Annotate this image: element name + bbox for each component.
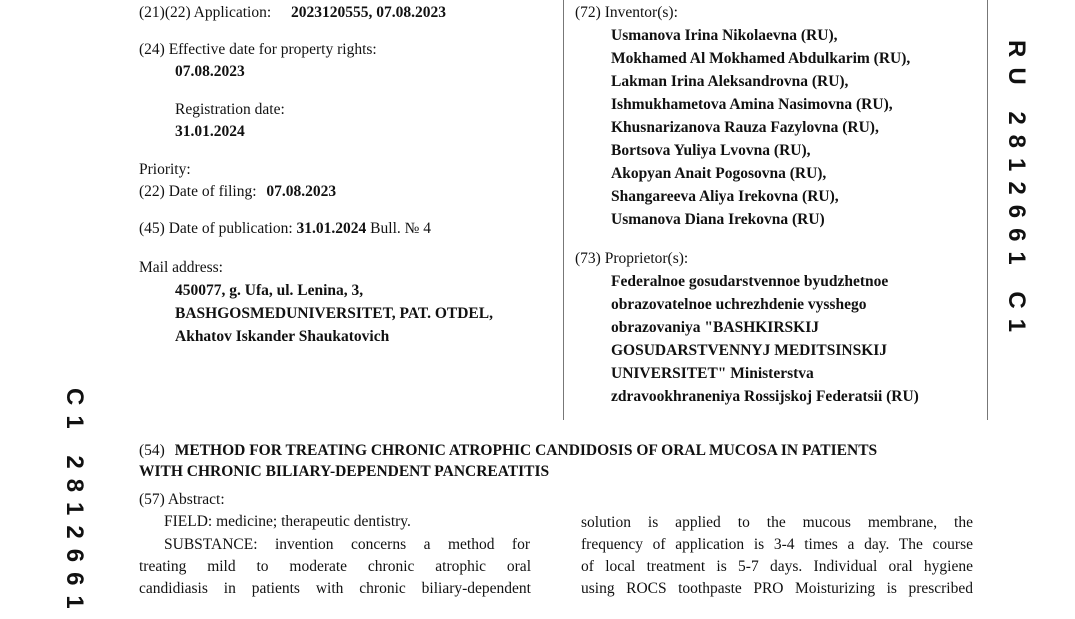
application-label: (21)(22) Application: [139, 4, 272, 21]
publication-row [139, 219, 431, 239]
publication-label: (45) Date of publication: [139, 220, 293, 237]
proprietor-line: obrazovaniya "BASHKIRSKIJ [611, 319, 819, 336]
inventor-name: Akopyan Anait Pogosovna (RU), [611, 165, 827, 182]
title-line-1: METHOD FOR TREATING CHRONIC ATROPHIC CANDIDOSIS OF ORAL MUCOSA IN PATIENTS [174, 442, 878, 459]
proprietor-line: obrazovatelnoe uchrezhdenie vysshego [611, 296, 867, 313]
inventor-name: Usmanova Irina Nikolaevna (RU), [611, 27, 838, 44]
publication-bull: Bull. № 4 [370, 220, 432, 237]
patent-number-vertical-left: C1 2812661 [61, 388, 88, 619]
priority-label: Priority: [139, 161, 191, 178]
application-row [139, 3, 446, 23]
proprietor-line: GOSUDARSTVENNYJ MEDITSINSKIJ [611, 342, 888, 359]
proprietor-line: Federalnoe gosudarstvennoe byudzhetnoe [611, 273, 889, 290]
mail-address-line: BASHGOSMEDUNIVERSITET, PAT. OTDEL, [175, 305, 493, 322]
right-frame-line [987, 0, 988, 420]
inventor-name: Ishmukhametova Amina Nasimovna (RU), [611, 96, 893, 113]
inventor-name: Bortsova Yuliya Lvovna (RU), [611, 142, 811, 159]
abstract-label: (57) Abstract: [139, 491, 225, 508]
filing-label: (22) Date of filing: [139, 183, 257, 200]
registration-date-value: 31.01.2024 [175, 123, 245, 140]
application-value: 2023120555, 07.08.2023 [291, 4, 447, 21]
proprietor-line: zdravookhraneniya Rossijskoj Federatsii (RU) [611, 388, 919, 405]
abstract-left-line: FIELD: medicine; therapeutic dentistry. [164, 513, 411, 530]
abstract-left-line: candidiasis in patients with chronic biliary-dependent [139, 580, 531, 597]
mail-address-line: Akhatov Iskander Shaukatovich [175, 328, 390, 345]
filing-row [139, 182, 336, 202]
abstract-right-line: frequency of application is 3-4 times a day. The course [581, 536, 973, 553]
title-number: (54) [139, 442, 165, 459]
title-line-2: WITH CHRONIC BILIARY-DEPENDENT PANCREATITIS [139, 463, 550, 480]
filing-value: 07.08.2023 [266, 183, 337, 200]
inventor-name: Shangareeva Aliya Irekovna (RU), [611, 188, 839, 205]
inventor-name: Lakman Irina Aleksandrovna (RU), [611, 73, 849, 90]
inventors-label: (72) Inventor(s): [575, 4, 678, 21]
proprietor-line: UNIVERSITET" Ministerstva [611, 365, 814, 382]
abstract-right-line: using ROCS toothpaste PRO Moisturizing is prescribed [581, 580, 973, 597]
proprietor-label: (73) Proprietor(s): [575, 250, 689, 267]
column-divider [563, 0, 564, 420]
registration-date-label: Registration date: [175, 101, 285, 118]
effective-date-value: 07.08.2023 [175, 63, 245, 80]
inventor-name: Khusnarizanova Rauza Fazylovna (RU), [611, 119, 879, 136]
inventor-name: Mokhamed Al Mokhamed Abdulkarim (RU), [611, 50, 911, 67]
abstract-left-line: treating mild to moderate chronic atrophic oral [139, 558, 531, 575]
effective-date-label: (24) Effective date for property rights: [139, 41, 377, 58]
abstract-right-line: of local treatment is 5-7 days. Individual oral hygiene [581, 558, 973, 575]
mail-address-line: 450077, g. Ufa, ul. Lenina, 3, [175, 282, 364, 299]
abstract-left-line: SUBSTANCE: invention concerns a method for [164, 536, 530, 553]
patent-number-vertical-right: RU 2812661 C1 [1003, 40, 1030, 343]
invention-title [139, 441, 877, 461]
publication-value: 31.01.2024 [296, 220, 367, 237]
mail-address-label: Mail address: [139, 259, 223, 276]
abstract-right-line: solution is applied to the mucous membrane, the [581, 514, 973, 531]
inventor-name: Usmanova Diana Irekovna (RU) [611, 211, 825, 228]
